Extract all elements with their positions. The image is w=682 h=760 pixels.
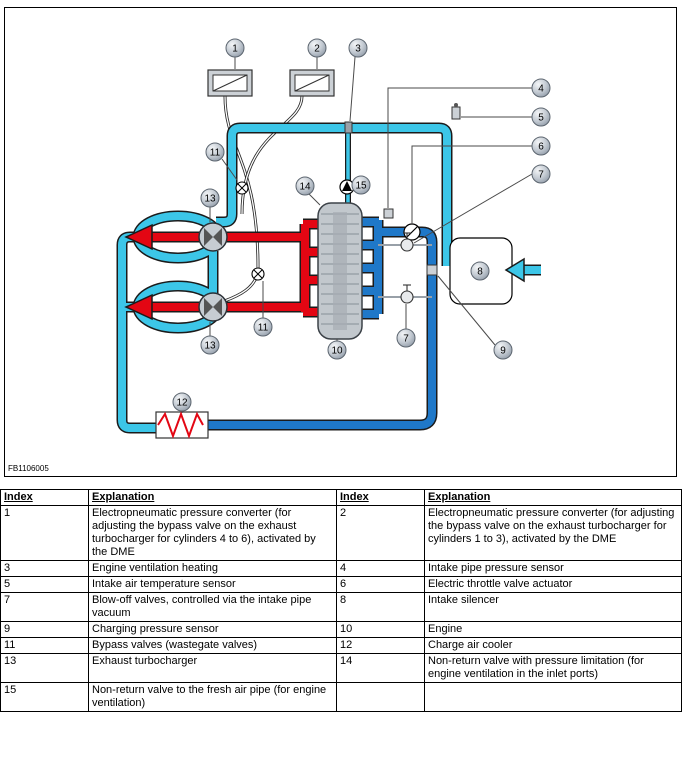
explanation-cell: Electropneumatic pressure converter (for adjusting the bypass valve on the exhaust turbocharger for cylinders 1 to 3), activated by the DME <box>425 506 682 561</box>
exhaust-turbocharger-2 <box>199 293 227 321</box>
callout-number: 14 <box>299 181 311 193</box>
intake-pipe-pressure-sensor <box>384 209 393 218</box>
explanation-cell: Engine ventilation heating <box>89 561 337 577</box>
callout-number: 3 <box>355 43 361 55</box>
legend-header-cell: Explanation <box>89 490 337 506</box>
callout-number: 10 <box>331 345 343 357</box>
explanation-cell: Bypass valves (wastegate valves) <box>89 638 337 654</box>
callout-11 <box>206 143 224 161</box>
index-cell: 15 <box>1 683 89 712</box>
callout-14 <box>296 177 314 195</box>
callout-6 <box>532 137 550 155</box>
index-cell <box>337 683 425 712</box>
explanation-cell: Electropneumatic pressure converter (for adjusting the bypass valve on the exhaust turbocharger for cylinders 4 to 6), activated by the DME <box>89 506 337 561</box>
charging-pressure-sensor <box>427 265 437 275</box>
table-row <box>1 683 682 712</box>
callout-9 <box>494 341 512 359</box>
callout-number: 15 <box>355 180 367 192</box>
legend-header-row <box>1 490 682 506</box>
index-cell: 13 <box>1 654 89 683</box>
callout-number: 1 <box>232 43 238 55</box>
callout-15 <box>352 176 370 194</box>
index-cell: 8 <box>337 593 425 622</box>
callout-number: 7 <box>403 333 409 345</box>
index-cell: 6 <box>337 577 425 593</box>
bypass-valve-2 <box>252 268 264 280</box>
table-row <box>1 577 682 593</box>
callout-13 <box>201 336 219 354</box>
index-cell: 11 <box>1 638 89 654</box>
callout-number: 4 <box>538 83 544 95</box>
table-row <box>1 593 682 622</box>
explanation-cell: Intake silencer <box>425 593 682 622</box>
legend-header-cell: Index <box>1 490 89 506</box>
table-row <box>1 561 682 577</box>
index-cell: 12 <box>337 638 425 654</box>
callout-number: 13 <box>204 193 216 205</box>
callout-10 <box>328 341 346 359</box>
table-row <box>1 654 682 683</box>
callout-number: 11 <box>257 322 269 334</box>
legend-table <box>0 489 682 712</box>
callout-number: 9 <box>500 345 506 357</box>
callout-4 <box>532 79 550 97</box>
callout-number: 8 <box>477 266 483 278</box>
index-cell: 5 <box>1 577 89 593</box>
callout-number: 13 <box>204 340 216 352</box>
explanation-cell: Charging pressure sensor <box>89 622 337 638</box>
index-cell: 9 <box>1 622 89 638</box>
index-cell: 7 <box>1 593 89 622</box>
callout-number: 12 <box>176 397 188 409</box>
callout-number: 7 <box>538 169 544 181</box>
table-row <box>1 622 682 638</box>
callout-3 <box>349 39 367 57</box>
explanation-cell: Charge air cooler <box>425 638 682 654</box>
index-cell: 3 <box>1 561 89 577</box>
table-row <box>1 506 682 561</box>
explanation-cell: Non-return valve to the fresh air pipe (for engine ventilation) <box>89 683 337 712</box>
explanation-cell: Intake pipe pressure sensor <box>425 561 682 577</box>
callout-2 <box>308 39 326 57</box>
callout-12 <box>173 393 191 411</box>
callout-7 <box>397 329 415 347</box>
explanation-cell: Exhaust turbocharger <box>89 654 337 683</box>
legend-header-cell: Index <box>337 490 425 506</box>
explanation-cell: Blow-off valves, controlled via the intake pipe vacuum <box>89 593 337 622</box>
callout-5 <box>532 108 550 126</box>
legend-header-cell: Explanation <box>425 490 682 506</box>
callout-number: 6 <box>538 141 544 153</box>
electropneumatic-pressure-converter-1 <box>208 70 252 96</box>
index-cell: 1 <box>1 506 89 561</box>
figure-code: FB1106005 <box>8 464 49 473</box>
table-row <box>1 638 682 654</box>
legend-table-body <box>1 506 682 712</box>
index-cell: 14 <box>337 654 425 683</box>
charge-air-cooler <box>156 412 208 438</box>
explanation-cell: Electric throttle valve actuator <box>425 577 682 593</box>
legend-table-header <box>1 490 682 506</box>
explanation-cell <box>425 683 682 712</box>
callout-number: 11 <box>209 147 221 159</box>
callout-7 <box>532 165 550 183</box>
electric-throttle-valve-actuator <box>404 224 420 240</box>
explanation-cell: Non-return valve with pressure limitation (for engine ventilation in the inlet ports) <box>425 654 682 683</box>
callout-13 <box>201 189 219 207</box>
explanation-cell: Engine <box>425 622 682 638</box>
callout-11 <box>254 318 272 336</box>
index-cell: 4 <box>337 561 425 577</box>
engine <box>318 203 362 339</box>
engine-ventilation-heating <box>345 122 352 133</box>
explanation-cell: Intake air temperature sensor <box>89 577 337 593</box>
index-cell: 10 <box>337 622 425 638</box>
index-cell: 2 <box>337 506 425 561</box>
callout-8 <box>471 262 489 280</box>
callout-number: 2 <box>314 43 320 55</box>
callout-1 <box>226 39 244 57</box>
callout-number: 5 <box>538 112 544 124</box>
electropneumatic-pressure-converter-2 <box>290 70 334 96</box>
bypass-valve-1 <box>236 182 248 194</box>
exhaust-turbocharger-1 <box>199 223 227 251</box>
